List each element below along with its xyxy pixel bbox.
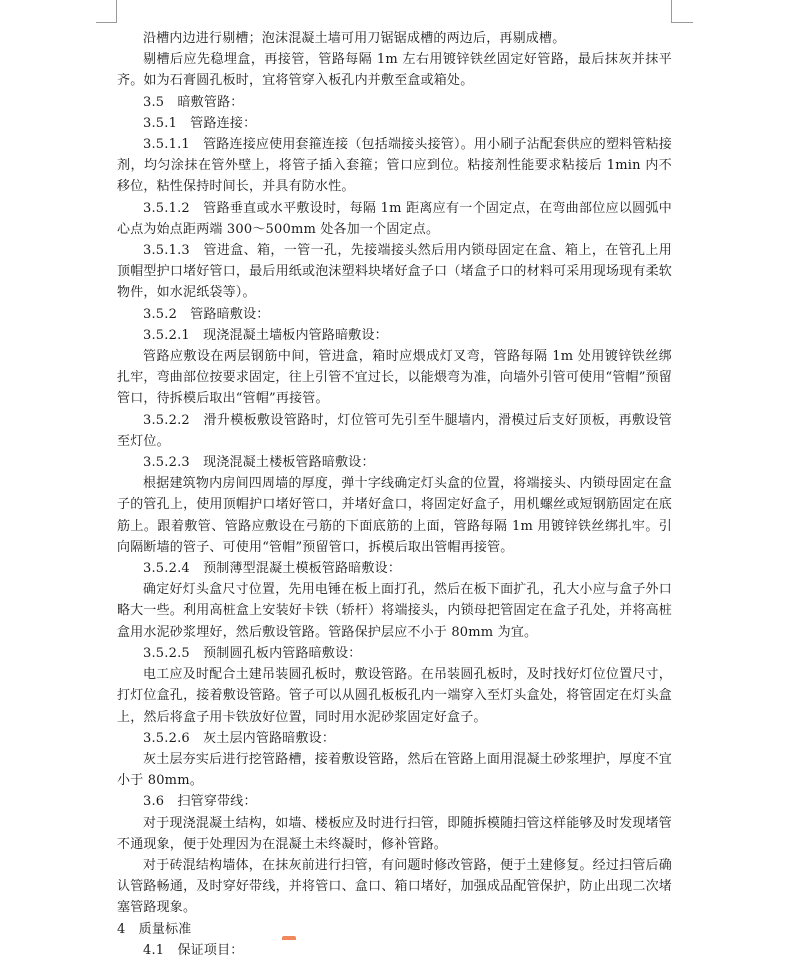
paragraph: 对于砖混结构墙体，在抹灰前进行扫管，有问题时修改管路，便于土建修复。经过扫管后确认管路畅通，及时穿好带线，并将管口、盒口、箱口堵好，加强成品配管保护，防止出现二次堵塞管路现象。	[117, 857, 672, 916]
paragraph: 3.5.1.2 管路垂直或水平敷设时，每隔 1m 距离应有一个固定点，在弯曲部位应以圆弧中心点为始点距两端 300～500mm 处各加一个固定点。	[117, 200, 672, 237]
section-heading: 3.6 扫管穿带线：	[143, 794, 257, 810]
crop-mark-top-right-horizontal	[671, 22, 693, 23]
paragraph: 灰土层夯实后进行挖管路槽，接着敷设管路，然后在管路上面用混凝土砂浆埋护，厚度不宜小于 80mm。	[117, 751, 672, 789]
paragraph: 根据建筑物内房间四周墙的厚度，弹十字线确定灯头盒的位置，将端接头、内锁母固定在盒子的管孔上，使用顶帽护口堵好管口，并堵好盒口，将固定好盒子，用机螺丝或短钢筋固定在底筋上。跟着敷管、管路应敷设在弓筋的下面底筋的上面，管路每隔 1m 用镀锌铁丝绑扎牢。引向隔断墙的管子、可使用“管帽”预留管口，拆模后取出管帽再接管。	[117, 476, 672, 555]
cursor-marker	[282, 936, 296, 940]
paragraph: 剔槽后应先稳埋盒，再接管，管路每隔 1m 左右用镀锌铁丝固定好管路，最后抹灰并抹平齐。如为石膏圆孔板时，宜将管穿入板孔内并敷至盒或箱处。	[117, 52, 672, 89]
section-heading: 3.5.2.6 灰土层内管路暗敷设：	[143, 730, 336, 746]
section-heading: 4.1 保证项目：	[143, 942, 244, 958]
paragraph: 3.5.1.1 管路连接应使用套箍连接（包括端接头接管）。用小刷子沾配套供应的塑料管粘接剂，均匀涂抹在管外壁上，将管子插入套箍；管口应到位。粘接剂性能要求粘接后 1min 内不移位，粘性保持时间长，并具有防水性。	[117, 137, 672, 195]
paragraph: 3.5.2.2 滑升模板敷设管路时，灯位管可先引至牛腿墙内，滑模过后支好顶板，再敷设管至灯位。	[117, 412, 672, 449]
paragraph: 3.5.1.3 管进盒、箱，一管一孔，先接端接头然后用内锁母固定在盒、箱上，在管孔上用顶帽型护口堵好管口，最后用纸或泡沫塑料块堵好盒子口（堵盒子口的材料可采用现场现有柔软物件，如水泥纸袋等）。	[117, 243, 672, 301]
section-heading: 3.5.2.4 预制薄型混凝土模板管路暗敷设：	[143, 561, 402, 577]
crop-mark-top-right	[671, 0, 672, 22]
document-body	[117, 28, 672, 961]
paragraph: 沿槽内边进行剔槽；泡沫混凝土墙可用刀锯锯成槽的两边后，再剔成槽。	[143, 31, 566, 46]
paragraph: 电工应及时配合土建吊装圆孔板时，敷设管路。在吊装圆孔板时，及时找好灯位位置尺寸，打灯位盒孔，接着敷设管路。管子可以从圆孔板板孔内一端穿入至灯头盒处，将管固定在灯头盒上，然后将盒子用卡铁放好位置，同时用水泥砂浆固定好盒子。	[117, 667, 672, 725]
section-heading: 3.5.2.5 预制圆孔板内管路暗敷设：	[143, 645, 362, 661]
section-heading: 3.5.2.1 现浇混凝土墙板内管路暗敷设：	[143, 327, 388, 343]
section-heading: 3.5.2.3 现浇混凝土楼板管路暗敷设：	[143, 455, 375, 471]
section-heading: 3.5.2 管路暗敷设：	[143, 306, 270, 322]
section-heading: 3.5 暗敷管路：	[143, 94, 244, 110]
paragraph: 对于现浇混凝土结构，如墙、楼板应及时进行扫管，即随拆模随扫管这样能够及时发现堵管不通现象，便于处理因为在混凝土未终凝时，修补管路。	[117, 815, 672, 852]
chapter-heading: 4 质量标准	[117, 921, 192, 937]
paragraph: 管路应敷设在两层钢筋中间，管进盒，箱时应煨成灯叉弯，管路每隔 1m 处用镀锌铁丝绑扎牢，弯曲部位按要求固定，往上引管不宜过长，以能煨弯为准，向墙外引管可使用“管帽”预留管口，待拆模后取出“管帽”再接管。	[117, 349, 672, 407]
crop-mark-top-left	[116, 0, 117, 22]
crop-mark-top-left-horizontal	[96, 22, 117, 23]
paragraph: 确定好灯头盒尺寸位置，先用电锤在板上面打孔，然后在板下面扩孔，孔大小应与盒子外口略大一些。利用高桩盒上安装好卡铁（轿杆）将端接头，内锁母把管固定在盒子孔处，并将高桩盒用水泥砂浆埋好，然后敷设管路。管路保护层应不小于 80mm 为宜。	[117, 582, 672, 640]
section-heading: 3.5.1 管路连接：	[143, 115, 257, 131]
